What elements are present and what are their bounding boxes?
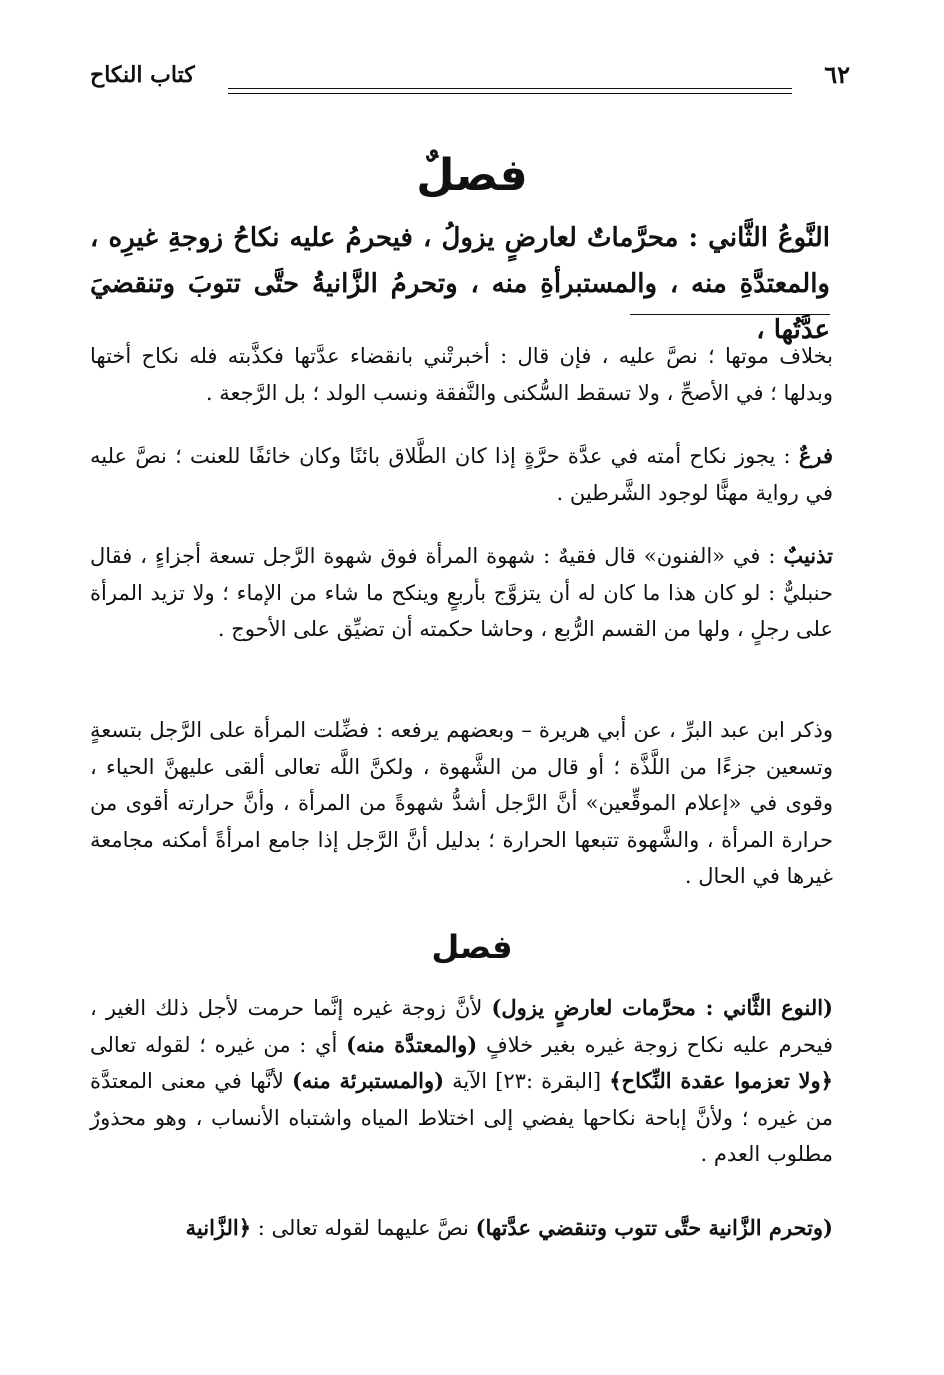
footnote-separator <box>630 314 830 315</box>
sharh-paragraph <box>90 990 833 1173</box>
sharh-text: أي : من غيره ؛ لقوله تعالى <box>90 1032 347 1057</box>
running-title: كتاب النكاح <box>90 62 195 88</box>
matn-text: النَّوعُ الثَّاني : محرَّماتٌ لعارضٍ يزولُ ، فيحرمُ عليه نكاحُ زوجةِ غيرِه ، والمعتدَّةِ منه ، والمستبرأةِ منه ، وتحرمُ الزَّانيةُ حتَّى تتوبَ وتنقضيَ عدَّتُها ، <box>90 223 830 345</box>
paragraph: وذكر ابن عبد البرِّ ، عن أبي هريرة – وبعضهم يرفعه : فضِّلت المرأة على الرَّجل بتسعةٍ وتسعين جزءًا من اللَّذَّة ؛ أو قال من الشَّهوة ، ولكنَّ اللَّه تعالى ألقى عليهنَّ الحياء ، وقوى في «إعلام الموقِّعين» أنَّ الرَّجل أشدُّ شهوةً من المرأة ، وأنَّ حرارته أقوى من حرارة المرأة ، والشَّهوة تتبعها الحرارة ؛ بدليل أنَّ الرَّجل إذا جامع امرأةً أمكنه مجامعة غيرها في الحال . <box>90 718 833 888</box>
quran-quote: ﴿ولا تعزموا عقدة النِّكاح﴾ <box>609 1068 833 1093</box>
page-number: ٦٢ <box>824 60 850 89</box>
matn-quote: (النوع الثَّاني : محرَّمات لعارضٍ يزول) <box>491 995 833 1020</box>
sharh-text: لأنَّ زوجة غيره إنَّما حرمت لأجل ذلك الغير ، فيحرم عليه نكاح زوجة غيره بغير خلافٍ <box>90 996 833 1057</box>
far-label: فرعٌ <box>798 443 833 468</box>
matn-quote: (والمعتدَّة منه) <box>346 1031 478 1057</box>
paragraph-tadhnib <box>90 538 833 648</box>
tadhnib-text: : في «الفنون» قال فقيهٌ : شهوة المرأة فوق شهوة الرَّجل تسعة أجزاءٍ ، فقال حنبليٌّ : لو كان هذا ما كان له أن يتزوَّج بأربعٍ وينكح ما شاء من الإماء ؛ ولا تزيد المرأة على رجلٍ ، ولها من القسم الرُّبع ، وحاشا حكمته أن تضيِّق على الأحوج . <box>90 544 833 641</box>
paragraph-far <box>90 438 833 511</box>
sharh-text: [البقرة :٢٣] الآية <box>444 1069 610 1093</box>
sharh-text: لأنَّها في معنى المعتدَّة من غيره ؛ ولأنَّ إباحة نكاحها يفضي إلى اختلاط المياه واشتباه الأنساب ، وهو محذورٌ مطلوب العدم . <box>90 1069 833 1166</box>
section-heading: فصلٌ <box>416 150 528 201</box>
header-rule <box>228 88 792 94</box>
tadhnib-label: تذنيبٌ <box>783 543 833 568</box>
far-text: : يجوز نكاح أمته في عدَّة حرَّةٍ إذا كان الطَّلاق بائنًا وكان خائفًا للعنت ؛ نصَّ عليه في رواية مهنًّا لوجود الشَّرطين . <box>90 444 833 505</box>
sharh-paragraph <box>90 1210 833 1247</box>
sharh-text: نصَّ عليهما لقوله تعالى : <box>251 1216 476 1240</box>
section-heading-2: فصل <box>431 928 513 966</box>
quran-quote: ﴿الزَّانية <box>185 1215 252 1240</box>
matn-quote: (والمستبرئة منه) <box>291 1068 445 1093</box>
matn-quote: (وتحرم الزَّانية حتَّى تتوب وتنقضي عدَّتها) <box>475 1215 833 1240</box>
paragraph: بخلاف موتها ؛ نصَّ عليه ، فإن قال : أخبرتْني بانقضاء عدَّتها فكذَّبته فله نكاح أختها وبدلها ؛ في الأصحِّ ، ولا تسقط السُّكنى والنَّفقة ونسب الولد ؛ بل الرَّجعة . <box>90 344 833 405</box>
page-header <box>90 56 850 96</box>
